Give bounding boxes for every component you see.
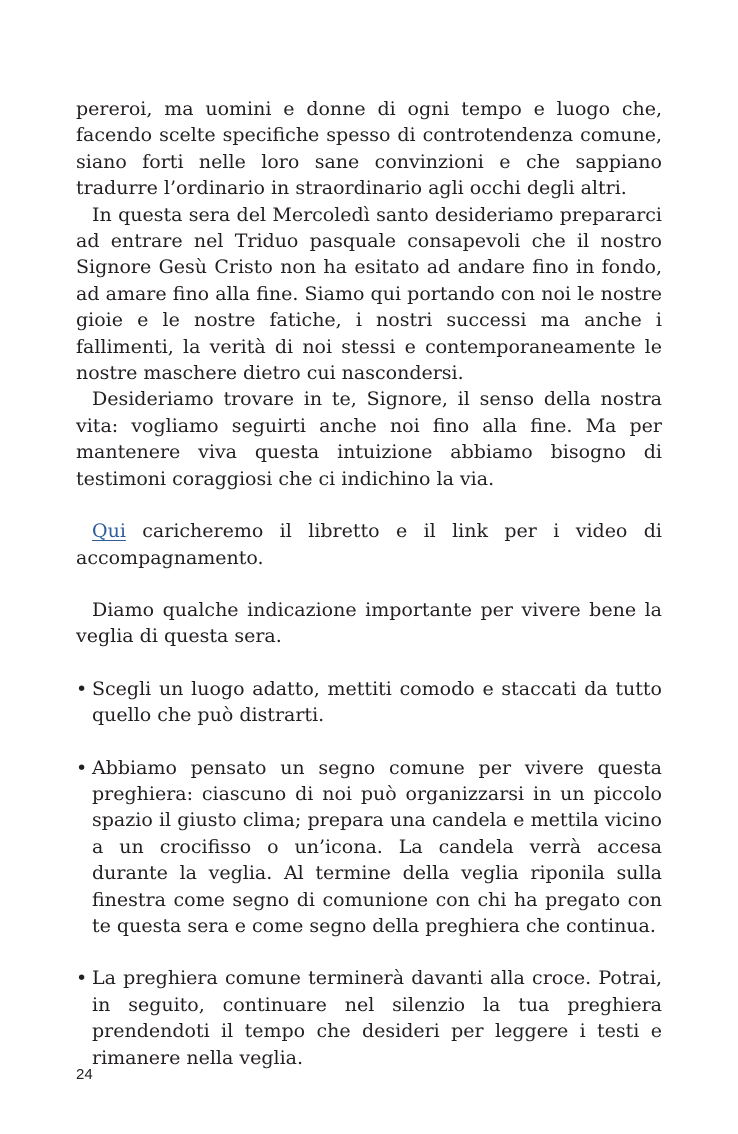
list-item — [76, 676, 662, 729]
paragraph-desire: Desideriamo trovare in te, Signore, il senso della nostra vita: vogliamo seguirti anche noi fino alla fine. Ma per mantenere viva questa intuizione abbiamo bisogno di testimoni coraggiosi che ci indichino la via. — [76, 388, 662, 490]
link-paragraph-text: caricheremo il libretto e il link per i video di accompagnamento. — [76, 520, 662, 569]
qui-link[interactable]: Qui — [92, 520, 126, 543]
list-item-text: La preghiera comune terminerà davanti alla croce. Potrai, in seguito, continuare nel silenzio la tua preghiera prendendoti il tempo che desideri per leggere i testi e rimanere nella veglia. — [92, 967, 662, 1069]
list-item-text: Abbiamo pensato un segno comune per vivere questa preghiera: ciascuno di noi può organizzarsi in un piccolo spazio il giusto clima; prepara una candela e mettila vicino a un crocifisso o un’icona. La candela verrà accesa durante la veglia. Al termine della veglia riponila sulla finestra come segno di comunione con chi ha pregato con te questa sera e come segno della preghiera che continua. — [92, 756, 662, 937]
bullet-icon: • — [76, 677, 88, 700]
bullet-icon: • — [76, 756, 88, 779]
bullet-icon: • — [76, 967, 88, 990]
list-item — [76, 965, 662, 1071]
page-number: 24 — [76, 1066, 93, 1083]
page-body — [76, 96, 662, 1071]
paragraph-continuation: pereroi, ma uomini e donne di ogni tempo e luogo che, facendo scelte specifiche spesso di controtendenza comune, siano forti nelle loro sane convinzioni e che sappiano tradurre l’ordinario in straordinario agli occhi degli altri. — [76, 98, 662, 200]
paragraph-wednesday: In questa sera del Mercoledì santo desideriamo prepararci ad entrare nel Triduo pasquale consapevoli che il nostro Signore Gesù Cristo non ha esitato ad andare fino in fondo, ad amare fino alla fine. Siamo qui portando con noi le nostre gioie e le nostre fatiche, i nostri successi ma anche i fallimenti, la verità di noi stessi e contemporaneamente le nostre maschere dietro cui nascondersi. — [76, 203, 662, 385]
indications-list — [76, 676, 662, 1071]
list-item-text: Scegli un luogo adatto, mettiti comodo e staccati da tutto quello che può distrarti. — [92, 677, 662, 727]
paragraph-link — [76, 518, 662, 571]
paragraph-intro: Diamo qualche indicazione importante per vivere bene la veglia di questa sera. — [76, 598, 662, 648]
list-item — [76, 755, 662, 940]
